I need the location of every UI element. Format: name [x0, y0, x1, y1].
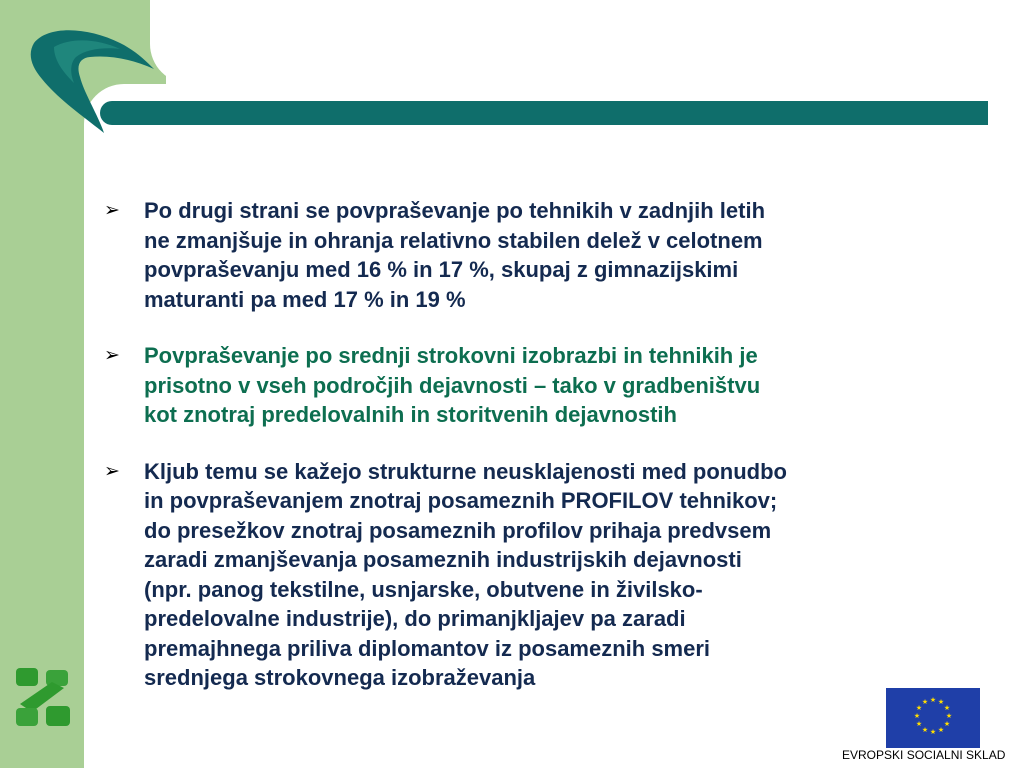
esf-label: EVROPSKI SOCIALNI SKLAD [842, 748, 1006, 762]
header-bar [100, 101, 988, 125]
svg-text:★: ★ [937, 726, 945, 734]
arrow-bullet-icon: ➢ [104, 460, 120, 482]
bullet-text: Povpraševanje po srednji strokovni izobrazbi in tehnikih je prisotno v vseh področjih dejavnosti – tako v gradbeništvu kot znotraj predelovalnih in storitvenih dejavnostih [144, 343, 761, 427]
svg-text:★: ★ [929, 728, 937, 736]
arrow-bullet-icon: ➢ [104, 345, 120, 366]
svg-text:★: ★ [943, 720, 951, 728]
bullet-text: Kljub temu se kažejo strukturne neusklajenosti med ponudbo in povpraševanjem znotraj posameznih PROFILOV tehnikov; do presežkov znotraj posameznih profilov prihaja predvsem zaradi zmanjševanja posameznih industrijskih dejavnosti (npr. panog tekstilne, usnjarske, obutvene in živilsko- predelovalne industrije), do primanjkljajev pa zaradi premajhnega priliva diplomantov iz posameznih smeri srednjega strokovnega izobraževanja [144, 458, 787, 690]
svg-text:★: ★ [915, 720, 923, 728]
slide-content [104, 196, 984, 720]
eu-flag-icon [886, 688, 980, 748]
svg-text:★: ★ [921, 698, 929, 706]
arrow-bullet-icon: ➢ [104, 200, 120, 221]
svg-text:★: ★ [929, 696, 937, 704]
bullet-item [104, 341, 984, 430]
svg-text:★: ★ [937, 698, 945, 706]
bullet-item [104, 196, 984, 314]
bullet-item [104, 457, 984, 693]
org-logo-icon [12, 664, 74, 730]
svg-text:★: ★ [943, 704, 951, 712]
bullet-text: Po drugi strani se povpraševanje po tehnikih v zadnjih letih ne zmanjšuje in ohranja relativno stabilen delež v celotnem povpraševanju med 16 % in 17 %, skupaj z gimnazijskimi maturanti pa med 17 % in 19 % [144, 198, 766, 312]
svg-text:★: ★ [913, 712, 921, 720]
svg-text:★: ★ [915, 704, 923, 712]
svg-text:★: ★ [921, 726, 929, 734]
swoosh-logo-icon [28, 25, 168, 137]
svg-text:★: ★ [945, 712, 953, 720]
